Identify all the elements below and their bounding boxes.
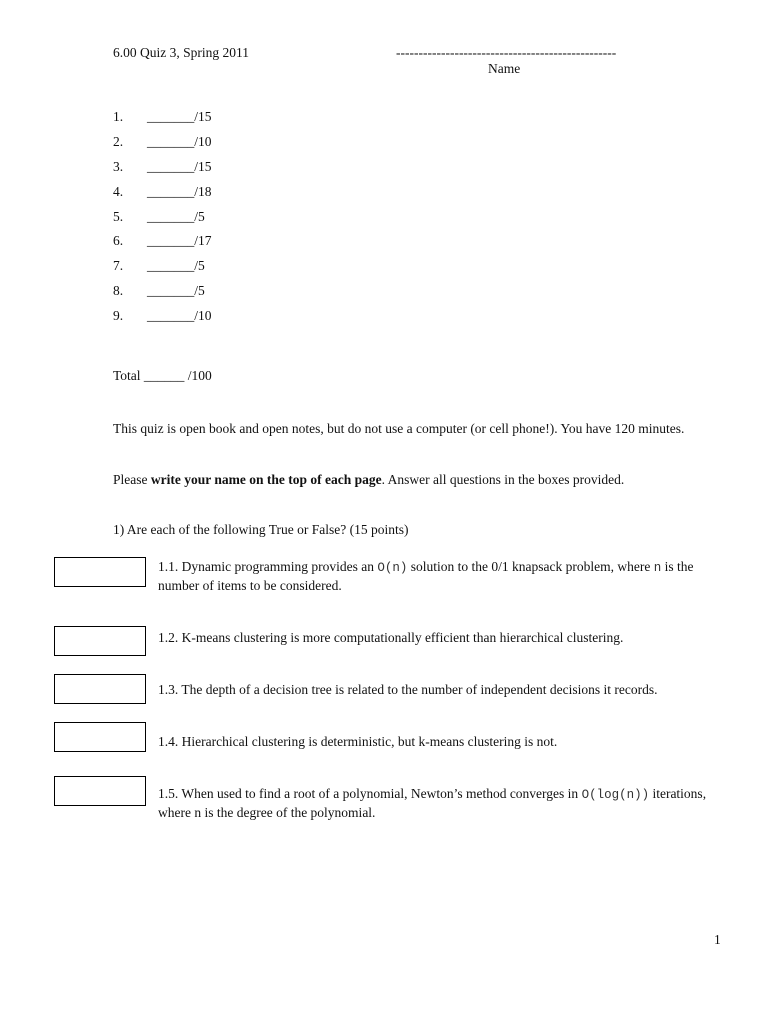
question-1-5-text: 1.5. When used to find a root of a polynomial, Newton’s method converges in (158, 786, 582, 801)
score-blank: _______/5 (147, 209, 205, 224)
question-1-4: 1.4. Hierarchical clustering is deterministic, but k-means clustering is not. (158, 734, 558, 749)
page-number: 1 (714, 932, 721, 947)
answer-box-1-5[interactable] (54, 776, 146, 806)
answer-box-1-4[interactable] (54, 722, 146, 752)
name-instruction (113, 471, 723, 488)
score-number: 8. (113, 283, 124, 298)
name-instruction-post: . Answer all questions in the boxes provided. (381, 472, 625, 487)
score-blank: _______/18 (147, 184, 212, 199)
quiz-title: 6.00 Quiz 3, Spring 2011 (113, 45, 249, 60)
question-1-5 (158, 785, 730, 822)
name-line: ------------------------------------------------- (396, 45, 617, 60)
question-1-5-code: O(log(n)) (581, 788, 650, 802)
question-1-1-code: n (653, 561, 662, 575)
score-blank: _______/5 (147, 283, 205, 298)
score-number: 4. (113, 184, 124, 199)
score-blank: _______/17 (147, 233, 212, 248)
answer-box-1-2[interactable] (54, 626, 146, 656)
score-number: 1. (113, 109, 124, 124)
question-1-5-text: iterations, where n is the degree of the polynomial. (158, 786, 707, 820)
question-1-1-code: O(n) (377, 561, 408, 575)
answer-box-1-1[interactable] (54, 557, 146, 587)
score-blank: _______/15 (147, 109, 212, 124)
name-instruction-bold: write your name on the top of each page (150, 472, 382, 487)
score-blank: _______/10 (147, 134, 212, 149)
name-instruction-pre: Please (113, 472, 151, 487)
score-number: 9. (113, 308, 124, 323)
score-number: 6. (113, 233, 124, 248)
score-number: 3. (113, 159, 124, 174)
score-number: 7. (113, 258, 124, 273)
total-score: Total ______ /100 (113, 368, 212, 383)
score-blank: _______/10 (147, 308, 212, 323)
answer-box-1-3[interactable] (54, 674, 146, 704)
score-number: 2. (113, 134, 124, 149)
section-1-heading: 1) Are each of the following True or False? (15 points) (113, 522, 409, 537)
question-1-1 (158, 558, 730, 595)
instructions-paragraph: This quiz is open book and open notes, but do not use a computer (or cell phone!). You have 120 minutes. (113, 421, 685, 436)
question-1-1-text: is the number of items to be considered. (158, 559, 694, 593)
score-blank: _______/5 (147, 258, 205, 273)
score-number: 5. (113, 209, 124, 224)
question-1-3: 1.3. The depth of a decision tree is related to the number of independent decisions it records. (158, 682, 658, 697)
name-label: Name (488, 61, 521, 76)
question-1-1-text: 1.1. Dynamic programming provides an (158, 559, 378, 574)
question-1-1-text: solution to the 0/1 knapsack problem, where (407, 559, 654, 574)
question-1-2: 1.2. K-means clustering is more computationally efficient than hierarchical clustering. (158, 630, 624, 645)
score-blank: _______/15 (147, 159, 212, 174)
